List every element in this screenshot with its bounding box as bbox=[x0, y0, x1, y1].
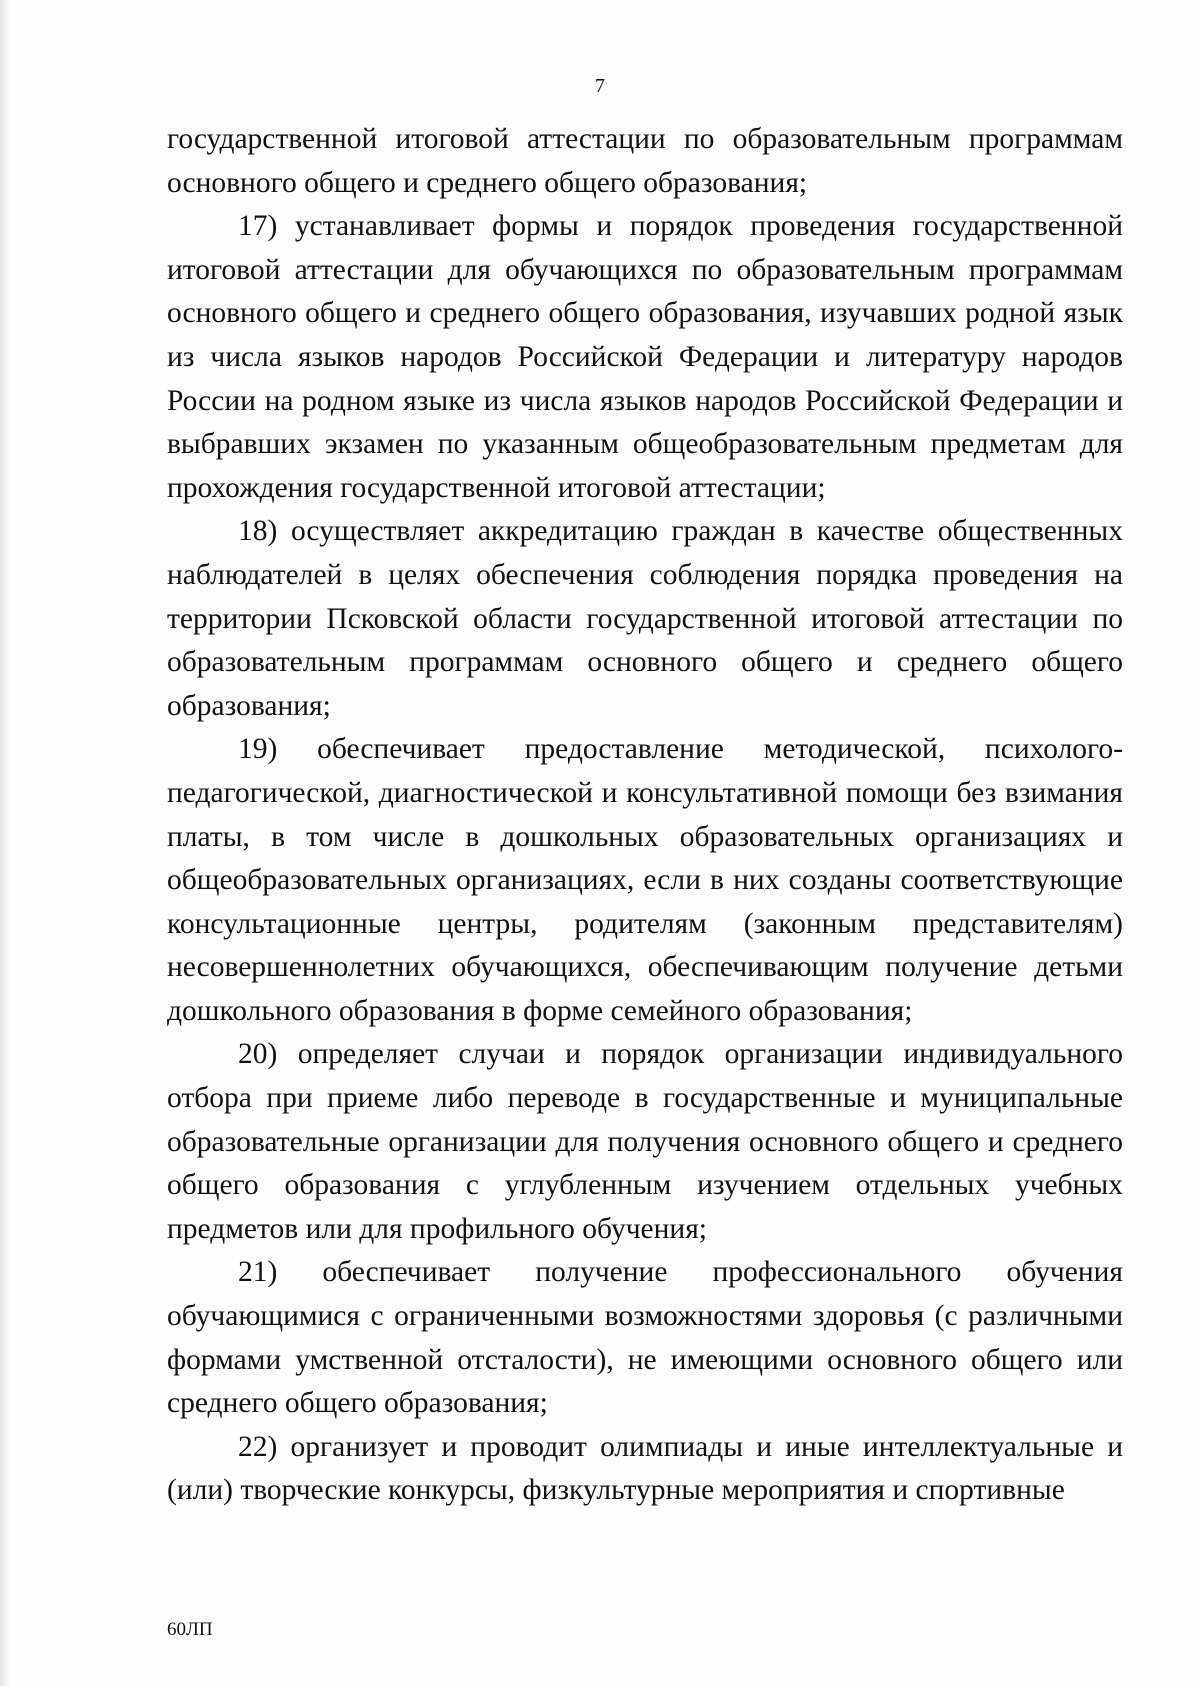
paragraph-continuation: государственной итоговой аттестации по образовательным программам основного общего и среднего общего образования; bbox=[167, 123, 1123, 199]
paragraph-item-19: 19) обеспечивает предоставление методической, психолого-педагогической, диагностической и консультативной помощи без взимания платы, в том числе в дошкольных образовательных организациях и общеобразовательных организациях, если в них созданы соответствующие консультационные центры, родителям (законным представителям) несовершеннолетних обучающихся, обеспечивающим получение детьми дошкольного образования в форме семейного образования; bbox=[167, 733, 1123, 1027]
paragraph-item-20: 20) определяет случаи и порядок организации индивидуального отбора при приеме либо переводе в государственные и муниципальные образовательные организации для получения основного общего и среднего общего образования с углубленным изучением отдельных учебных предметов или для профильного обучения; bbox=[167, 1038, 1123, 1245]
document-body bbox=[167, 118, 1123, 1513]
paragraph-item-21: 21) обеспечивает получение профессионального обучения обучающимися с ограниченными возможностями здоровья (с различными формами умственной отсталости), не имеющими основного общего или среднего общего образования; bbox=[167, 1256, 1123, 1420]
scan-edge-shadow bbox=[0, 0, 10, 1686]
page-number: 7 bbox=[595, 75, 605, 97]
paragraph-item-18: 18) осуществляет аккредитацию граждан в качестве общественных наблюдателей в целях обеспечения соблюдения порядка проведения на территории Псковской области государственной итоговой аттестации по образовательным программам основного общего и среднего общего образования; bbox=[167, 515, 1123, 722]
paragraph-item-17: 17) устанавливает формы и порядок проведения государственной итоговой аттестации для обучающихся по образовательным программам основного общего и среднего общего образования, изучавших родной язык из числа языков народов Российской Федерации и литературу народов России на родном языке из числа языков народов Российской Федерации и выбравших экзамен по указанным общеобразовательным предметам для прохождения государственной итоговой аттестации; bbox=[167, 210, 1123, 504]
paragraph-item-22: 22) организует и проводит олимпиады и иные интеллектуальные и (или) творческие конкурсы, физкультурные мероприятия и спортивные bbox=[167, 1430, 1123, 1507]
footer-document-code: 60ЛП bbox=[167, 1619, 213, 1640]
